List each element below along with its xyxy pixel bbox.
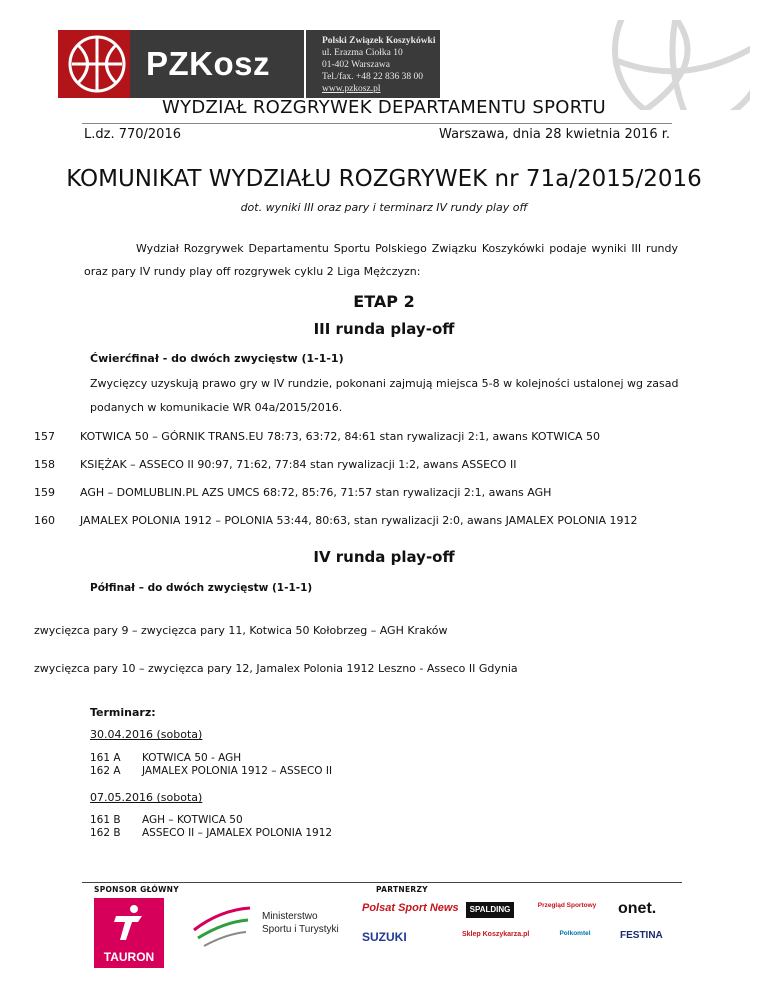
pair-line: zwycięzca pary 9 – zwycięzca pary 11, Kotwica 50 Kołobrzeg – AGH Kraków — [34, 624, 448, 637]
result-number: 158 — [34, 458, 55, 471]
tauron-figure-icon — [112, 904, 146, 944]
polkomtel-logo: Polkomtel — [559, 930, 591, 937]
polsat-sport-logo: Polsat Sport News — [362, 902, 459, 914]
logo-text: PZKosz — [146, 45, 271, 82]
ministry-line2: Sportu i Turystyki — [262, 924, 339, 935]
onet-logo: onet. — [618, 900, 657, 917]
game-code: 162 B — [90, 827, 121, 839]
tauron-text: TAURON — [103, 950, 155, 964]
schedule-date: 07.05.2016 (sobota) — [90, 791, 203, 804]
suzuki-logo: SUZUKI — [362, 930, 407, 944]
document-subtitle: dot. wyniki III oraz pary i terminarz IV rundy play off — [240, 201, 528, 214]
spalding-logo: SPALDING — [466, 902, 514, 918]
ministry-swoosh-icon — [190, 900, 256, 950]
game-match: ASSECO II – JAMALEX POLONIA 1912 — [142, 827, 333, 839]
reference-number: L.dz. 770/2016 — [84, 127, 181, 142]
pair-line: zwycięzca pary 10 – zwycięzca pary 12, Jamalex Polonia 1912 Leszno - Asseco II Gdynia — [34, 662, 518, 675]
schedule-date: 30.04.2016 (sobota) — [90, 728, 203, 741]
result-text: AGH – DOMLUBLIN.PL AZS UMCS 68:72, 85:76, 71:57 stan rywalizacji 2:1, awans AGH — [80, 486, 552, 499]
round4-heading: IV runda play-off — [313, 548, 455, 566]
quarterfinal-description: Zwycięzcy uzyskują prawo gry w IV rundzie, pokonani zajmują miejsca 5-8 w kolejności ustalonej wg zasad podanych w komunikacie WR 04a/2015/2016. — [90, 377, 679, 414]
intro-paragraph: Wydział Rozgrywek Departamentu Sportu Polskiego Związku Koszykówki podaje wyniki III rundy oraz pary IV rundy play off rozgrywek cyklu 2 Liga Mężczyzn: — [84, 242, 678, 278]
result-text: KSIĘŻAK – ASSECO II 90:97, 71:62, 77:84 stan rywalizacji 1:2, awans ASSECO II — [80, 458, 517, 471]
footer-divider — [82, 882, 682, 883]
game-match: KOTWICA 50 - AGH — [142, 752, 242, 764]
result-text: JAMALEX POLONIA 1912 – POLONIA 53:44, 80:63, stan rywalizacji 2:0, awans JAMALEX POLONIA 1912 — [80, 514, 638, 527]
header-divider — [82, 123, 672, 124]
document-title: KOMUNIKAT WYDZIAŁU ROZGRYWEK nr 71a/2015/2016 — [66, 166, 702, 192]
result-text: KOTWICA 50 – GÓRNIK TRANS.EU 78:73, 63:72, 84:61 stan rywalizacji 2:1, awans KOTWICA 50 — [80, 430, 601, 443]
street: ul. Erazma Ciołka 10 — [322, 48, 403, 58]
result-number: 157 — [34, 430, 55, 443]
result-number: 160 — [34, 514, 55, 527]
basketball-icon — [66, 33, 128, 95]
phone: Tel./fax. +48 22 836 38 00 — [322, 72, 423, 82]
round3-heading: III runda play-off — [313, 320, 455, 338]
festina-logo: FESTINA — [620, 930, 663, 941]
game-match: JAMALEX POLONIA 1912 – ASSECO II — [142, 765, 333, 777]
game-match: AGH – KOTWICA 50 — [142, 814, 243, 826]
department-title: WYDZIAŁ ROZGRYWEK DEPARTAMENTU SPORTU — [162, 97, 606, 118]
game-code: 162 A — [90, 765, 121, 777]
quarterfinal-heading: Ćwierćfinał - do dwóch zwycięstw (1-1-1) — [90, 352, 344, 365]
semifinal-heading: Półfinał – do dwóch zwycięstw (1-1-1) — [90, 582, 313, 594]
document-date: Warszawa, dnia 28 kwietnia 2016 r. — [439, 127, 670, 142]
sponsor-label: SPONSOR GŁÓWNY — [94, 885, 179, 894]
partners-label: PARTNERZY — [376, 885, 428, 894]
address-block — [322, 35, 436, 95]
schedule-heading: Terminarz: — [90, 706, 156, 719]
przeglad-sportowy-logo: Przegląd Sportowy — [537, 902, 597, 909]
sklep-koszykarza-logo: Sklep Koszykarza.pl — [462, 931, 530, 938]
result-number: 159 — [34, 486, 55, 499]
ministry-text — [262, 910, 339, 936]
game-code: 161 B — [90, 814, 121, 826]
game-code: 161 A — [90, 752, 121, 764]
city: 01-402 Warszawa — [322, 60, 390, 70]
website-link[interactable]: www.pzkosz.pl — [322, 84, 381, 94]
ministry-line1: Ministerstwo — [262, 911, 318, 922]
org-name: Polski Związek Koszykówki — [322, 36, 436, 46]
stage-heading: ETAP 2 — [353, 292, 415, 311]
